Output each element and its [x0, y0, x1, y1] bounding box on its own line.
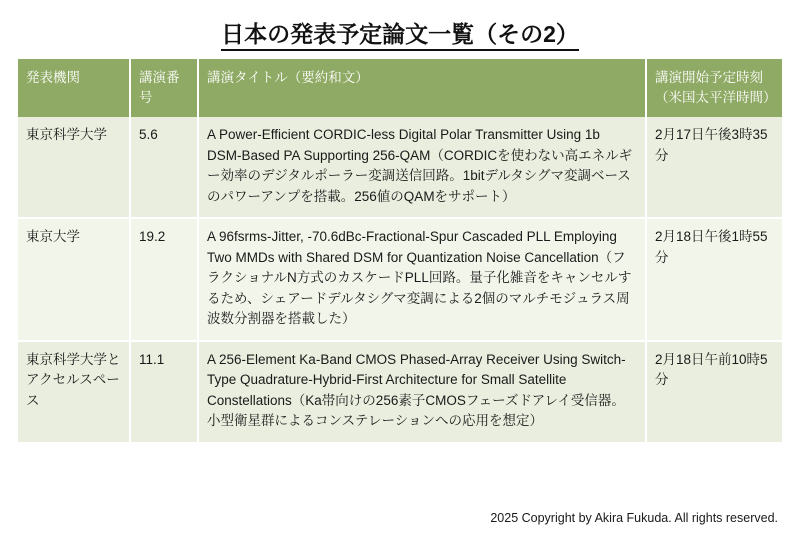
cell-time: 2月18日午前10時5分 — [646, 341, 782, 443]
table-row — [18, 218, 782, 341]
cell-organization: 東京科学大学 — [18, 117, 130, 218]
cell-organization: 東京大学 — [18, 218, 130, 341]
column-header-paper-title: 講演タイトル（要約和文） — [198, 59, 646, 117]
copyright-footer: 2025 Copyright by Akira Fukuda. All rights reserved. — [490, 511, 778, 525]
cell-paper-title: A 256-Element Ka-Band CMOS Phased-Array Receiver Using Switch-Type Quadrature-Hybrid-First Architecture for Small Satellite Constellations（Ka帯向けの256素子CMOSフェーズドアレイ受信器。小型衛星群によるコンステレーションへの応用を想定） — [198, 341, 646, 443]
page-title — [18, 0, 782, 59]
column-header-organization: 発表機関 — [18, 59, 130, 117]
cell-number: 19.2 — [130, 218, 198, 341]
cell-time: 2月18日午後1時55分 — [646, 218, 782, 341]
table-row — [18, 341, 782, 443]
column-header-time: 講演開始予定時刻（米国太平洋時間） — [646, 59, 782, 117]
cell-paper-title: A 96fsrms-Jitter, -70.6dBc-Fractional-Spur Cascaded PLL Employing Two MMDs with Shared DSM for Quantization Noise Cancellation（フラクショナルN方式のカスケードPLL回路。量子化雑音をキャンセルするため、シェアードデルタシグマ変調による2個のマルチモジュラス周波数分割器を搭載した） — [198, 218, 646, 341]
table-body — [18, 117, 782, 443]
cell-organization: 東京科学大学とアクセルスペース — [18, 341, 130, 443]
table-row — [18, 117, 782, 218]
column-header-number: 講演番号 — [130, 59, 198, 117]
table-header-row — [18, 59, 782, 117]
cell-paper-title: A Power-Efficient CORDIC-less Digital Polar Transmitter Using 1b DSM-Based PA Supporting 256-QAM（CORDICを使わない高エネルギー効率のデジタルポーラー変調送信回路。1bitデルタシグマ変調ベースのパワーアンプを搭載。256値のQAMをサポート） — [198, 117, 646, 218]
cell-number: 11.1 — [130, 341, 198, 443]
page-title-text: 日本の発表予定論文一覧（その2） — [221, 21, 579, 51]
table-header — [18, 59, 782, 117]
paper-list-table — [18, 59, 782, 444]
cell-time: 2月17日午後3時35分 — [646, 117, 782, 218]
cell-number: 5.6 — [130, 117, 198, 218]
